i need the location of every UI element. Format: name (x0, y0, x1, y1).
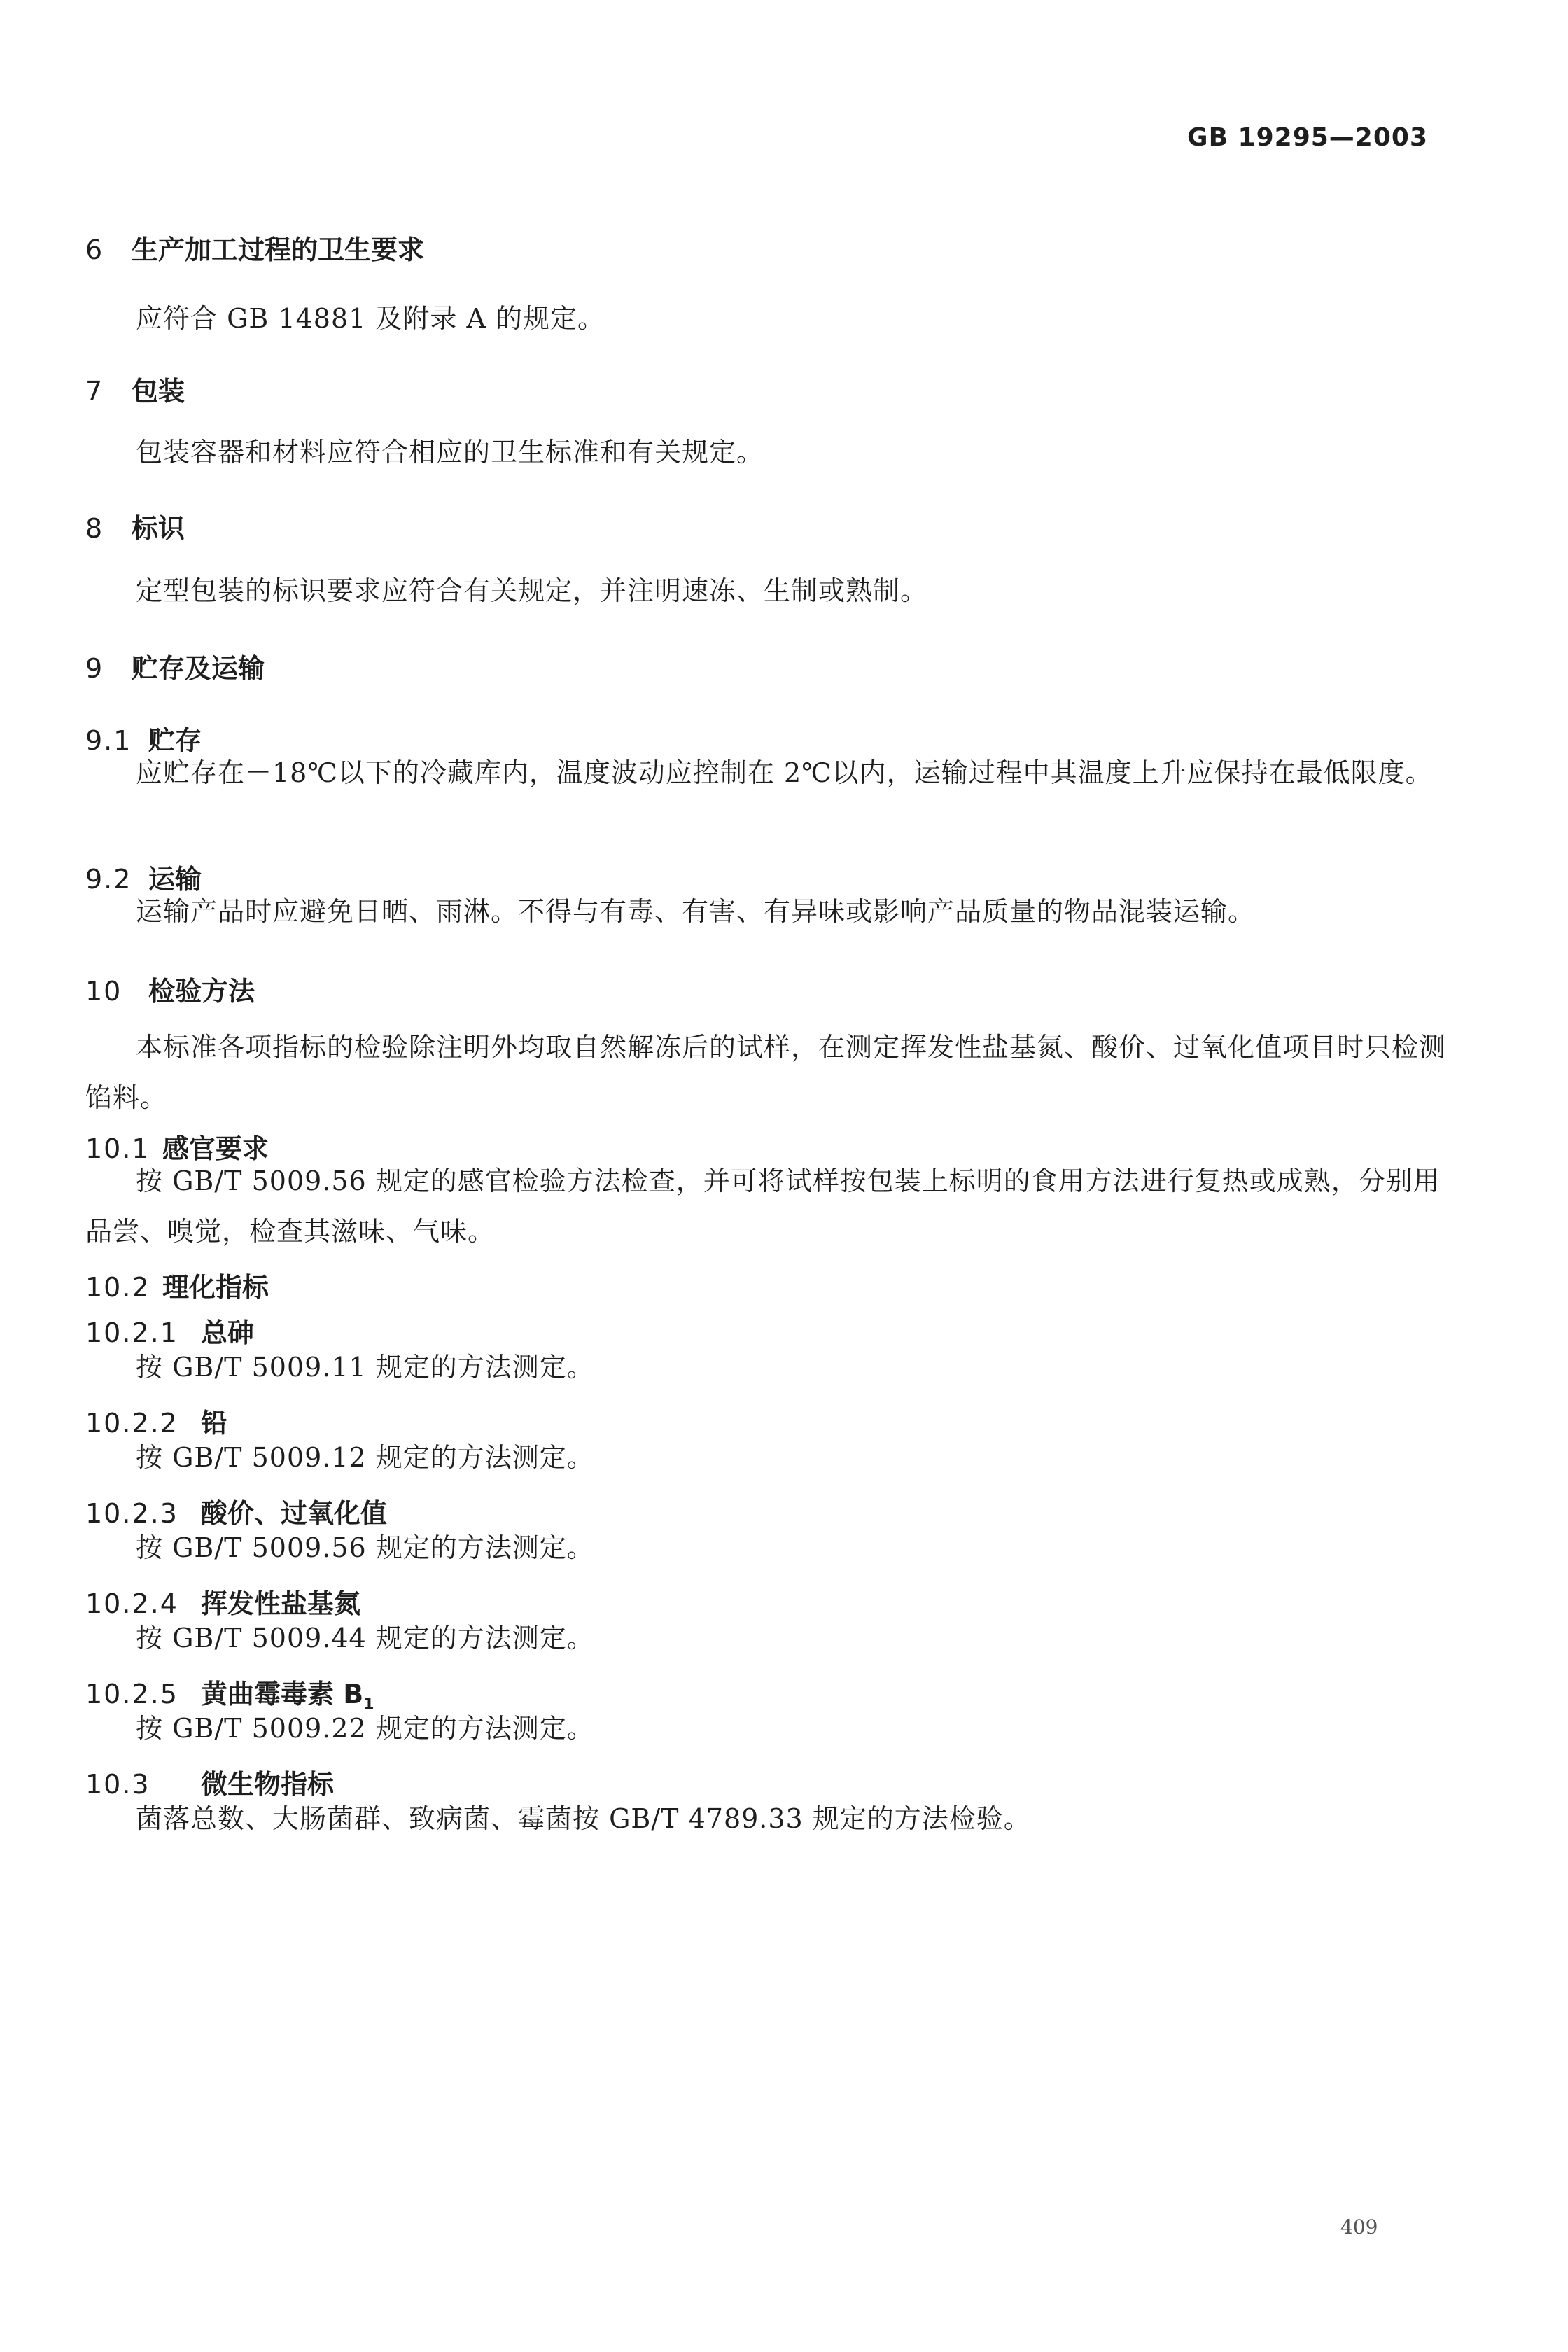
section-number: 10.1 (85, 1133, 150, 1164)
section-number: 8 (85, 513, 104, 544)
section-number: 10.2.2 (85, 1408, 178, 1438)
section-body-10-2-1: 按 GB/T 5009.11 规定的方法测定。 (136, 1352, 594, 1382)
section-heading-8 (85, 507, 185, 545)
section-body-7: 包装容器和材料应符合相应的卫生标准和有关规定。 (136, 437, 764, 468)
section-title: 微生物指标 (201, 1769, 335, 1800)
section-number: 10.3 (85, 1769, 150, 1800)
section-title: 贮存及运输 (132, 653, 265, 684)
section-heading-10-2 (85, 1266, 269, 1304)
section-body-10-2-2: 按 GB/T 5009.12 规定的方法测定。 (136, 1442, 594, 1473)
section-number: 9.2 (85, 864, 132, 895)
section-heading-9 (85, 647, 265, 685)
section-title: 铅 (201, 1408, 228, 1438)
section-body-10-3: 菌落总数、大肠菌群、致病菌、霉菌按 GB/T 4789.33 规定的方法检验。 (136, 1803, 1031, 1834)
section-number: 10.2.3 (85, 1498, 178, 1529)
section-body-10: 本标准各项指标的检验除注明外均取自然解冻后的试样，在测定挥发性盐基氮、酸价、过氧化值项目时只检测馅料。 (85, 1032, 1447, 1113)
section-title: 理化指标 (162, 1272, 270, 1303)
section-heading-7 (85, 370, 185, 408)
section-number: 7 (85, 376, 104, 407)
section-title: 挥发性盐基氮 (201, 1588, 361, 1619)
standard-code: GB 19295—2003 (1187, 123, 1428, 152)
section-number: 10 (85, 976, 122, 1007)
section-title: 黄曲霉毒素 B (201, 1679, 364, 1709)
section-body-10-2-4: 按 GB/T 5009.44 规定的方法测定。 (136, 1623, 594, 1653)
section-title: 生产加工过程的卫生要求 (132, 234, 425, 265)
section-body-10-2-3: 按 GB/T 5009.56 规定的方法测定。 (136, 1532, 594, 1563)
section-number: 6 (85, 234, 104, 265)
section-title: 标识 (132, 513, 186, 544)
section-body-10-1: 按 GB/T 5009.56 规定的感官检验方法检查，并可将试样按包装上标明的食用方法进行复热或成熟，分别用品尝、嗅觉，检查其滋味、气味。 (85, 1166, 1441, 1247)
section-title: 检验方法 (148, 976, 255, 1007)
section-heading-10 (85, 969, 255, 1008)
section-title: 包装 (132, 376, 186, 407)
section-body-8: 定型包装的标识要求应符合有关规定，并注明速冻、生制或熟制。 (136, 575, 928, 606)
section-title: 运输 (148, 864, 202, 895)
subscript: 1 (363, 1695, 374, 1714)
section-title: 感官要求 (162, 1133, 270, 1164)
section-body-6: 应符合 GB 14881 及附录 A 的规定。 (136, 303, 606, 334)
section-title: 酸价、过氧化值 (201, 1498, 388, 1529)
section-heading-6 (85, 228, 424, 267)
section-number: 10.2 (85, 1272, 150, 1303)
section-number: 9.1 (85, 725, 132, 756)
section-number: 10.2.1 (85, 1317, 178, 1348)
section-title: 贮存 (148, 725, 202, 756)
section-body-9-2: 运输产品时应避免日晒、雨淋。不得与有毒、有害、有异味或影响产品质量的物品混装运输。 (136, 896, 1256, 927)
section-body-9-1: 应贮存在－18℃以下的冷藏库内，温度波动应控制在 2℃以内，运输过程中其温度上升应保持在最低限度。 (136, 757, 1433, 788)
section-title: 总砷 (201, 1317, 255, 1348)
section-number: 10.2.4 (85, 1588, 178, 1619)
section-number: 9 (85, 653, 104, 684)
page-number: 409 (1340, 2216, 1378, 2239)
section-number: 10.2.5 (85, 1679, 178, 1709)
section-body-10-2-5: 按 GB/T 5009.22 规定的方法测定。 (136, 1713, 594, 1744)
